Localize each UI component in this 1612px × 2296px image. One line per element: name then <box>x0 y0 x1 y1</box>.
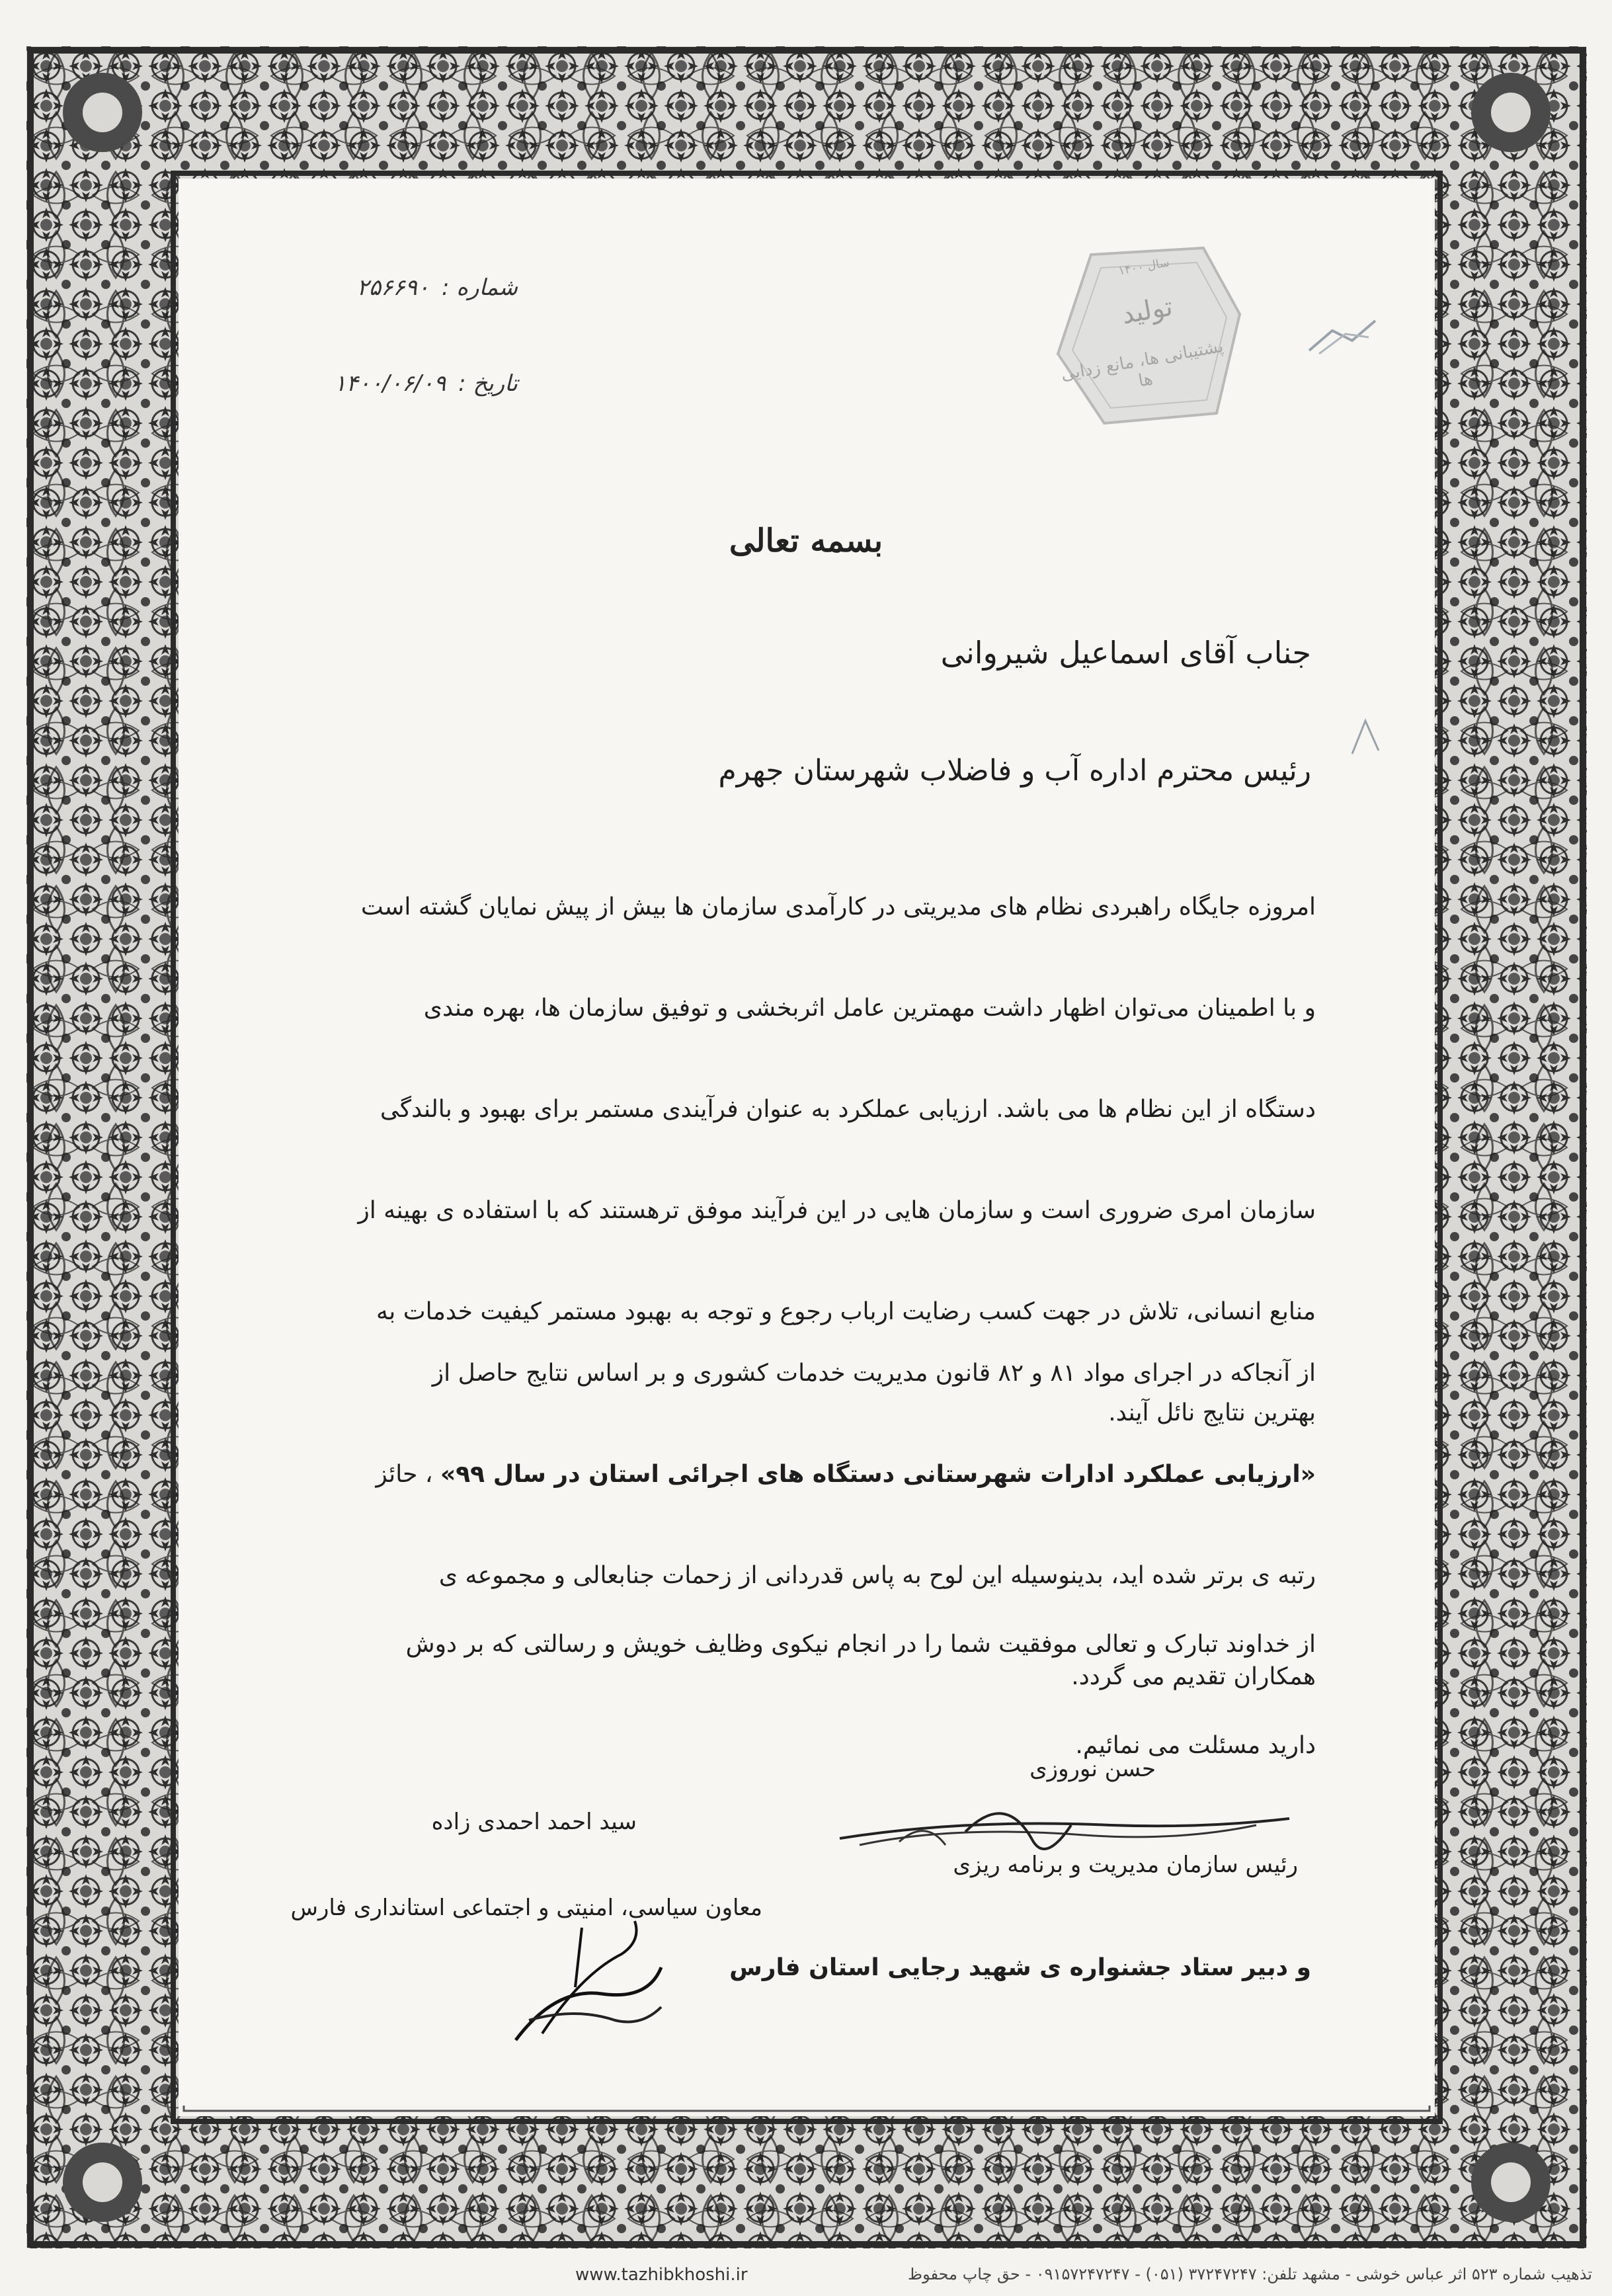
signature-left <box>503 1908 674 2053</box>
addressee-name: جناب آقای اسماعیل شیروانی <box>940 635 1311 671</box>
margin-mark-icon <box>1346 714 1385 760</box>
footer-designer-info: تذهیب شماره ۵۲۳ اثر عباس خوشی - مشهد تلفن: ۳۷۲۴۷۲۴۷ (۰۵۱) - ۰۹۱۵۷۲۴۷۲۴۷ - حق چاپ محفوظ <box>907 2265 1592 2283</box>
signatory-right-name: حسن نوروزی <box>1029 1756 1156 1782</box>
signatory-left-title: معاون سیاسی، امنیتی و اجتماعی استانداری فارس <box>290 1895 762 1921</box>
body-paragraph-3: از خداوند تبارک و تعالی موفقیت شما را در انجام نیکوی وظایف خویش و رسالتی که بر دوش دارید مسئلت می نمائیم. <box>405 1631 1316 1759</box>
footer-website: www.tazhibkhoshi.ir <box>575 2265 748 2285</box>
date-value: ۱۴۰۰/۰۶/۰۹ <box>334 370 446 397</box>
para2-intro: از آنجاکه در اجرای مواد ۸۱ و ۸۲ قانون مدیریت خدمات کشوری و بر اساس نتایج حاصل از <box>432 1360 1316 1387</box>
stamp-year: سال ۱۴۰۰ <box>1117 255 1171 278</box>
date-label: تاریخ : <box>458 370 518 397</box>
number-value: ۲۵۶۶۹۰ <box>356 274 430 301</box>
reference-date <box>334 370 518 397</box>
para2-evaluation-title: «ارزیابی عملکرد ادارات شهرستانی دستگاه های اجرائی استان در سال ۹۹» <box>440 1461 1316 1488</box>
stamp-sub-text: پشتیبانی ها، مانع زدایی ها <box>1059 336 1225 391</box>
stamp-main-text: تولید <box>1119 291 1175 331</box>
number-label: شماره : <box>442 274 518 301</box>
para2-conclusion: ، حائز رتبه ی برتر شده اید، بدینوسیله این لوح به پاس قدردانی از زحمات جنابعالی و مجموعه ی همکاران تقدیم می گردد. <box>376 1461 1316 1690</box>
signatory-right-title-1: رئیس سازمان مدیریت و برنامه ریزی <box>953 1852 1298 1878</box>
reference-number <box>357 274 518 301</box>
signatory-right-title-2: و دبیر ستاد جشنواره ی شهید رجایی استان فارس <box>729 1954 1311 1981</box>
year-slogan-stamp <box>1051 235 1243 433</box>
signatory-left-name: سید احمد احمدی زاده <box>431 1809 637 1835</box>
body-paragraph-1: امروزه جایگاه راهبردی نظام های مدیریتی در کارآمدی سازمان ها بیش از پیش نمایان گشته است و با اطمینان می‌توان اظهار داشت مهمترین عامل اثربخشی و توفیق سازمان ها، بهره مندی دستگاه از این نظام ها می باشد. ارزیابی عملکرد به عنوان فرآیندی مستمر برای بهبود و بالندگی سازمان امری ضروری است و سازمان هایی در این فرآیند موفق ترهستند که با استفاده ی بهینه از منابع انسانی، تلاش در جهت کسب رضایت ارباب رجوع و توجه به بهبود مستمر کیفیت خدمات به بهترین نتایج نائل آیند. <box>358 893 1316 1426</box>
bismillah-heading: بسمه تعالی <box>729 522 883 559</box>
margin-scribble-icon <box>1306 317 1379 357</box>
addressee-title: رئیس محترم اداره آب و فاضلاب شهرستان جهرم <box>718 754 1311 788</box>
